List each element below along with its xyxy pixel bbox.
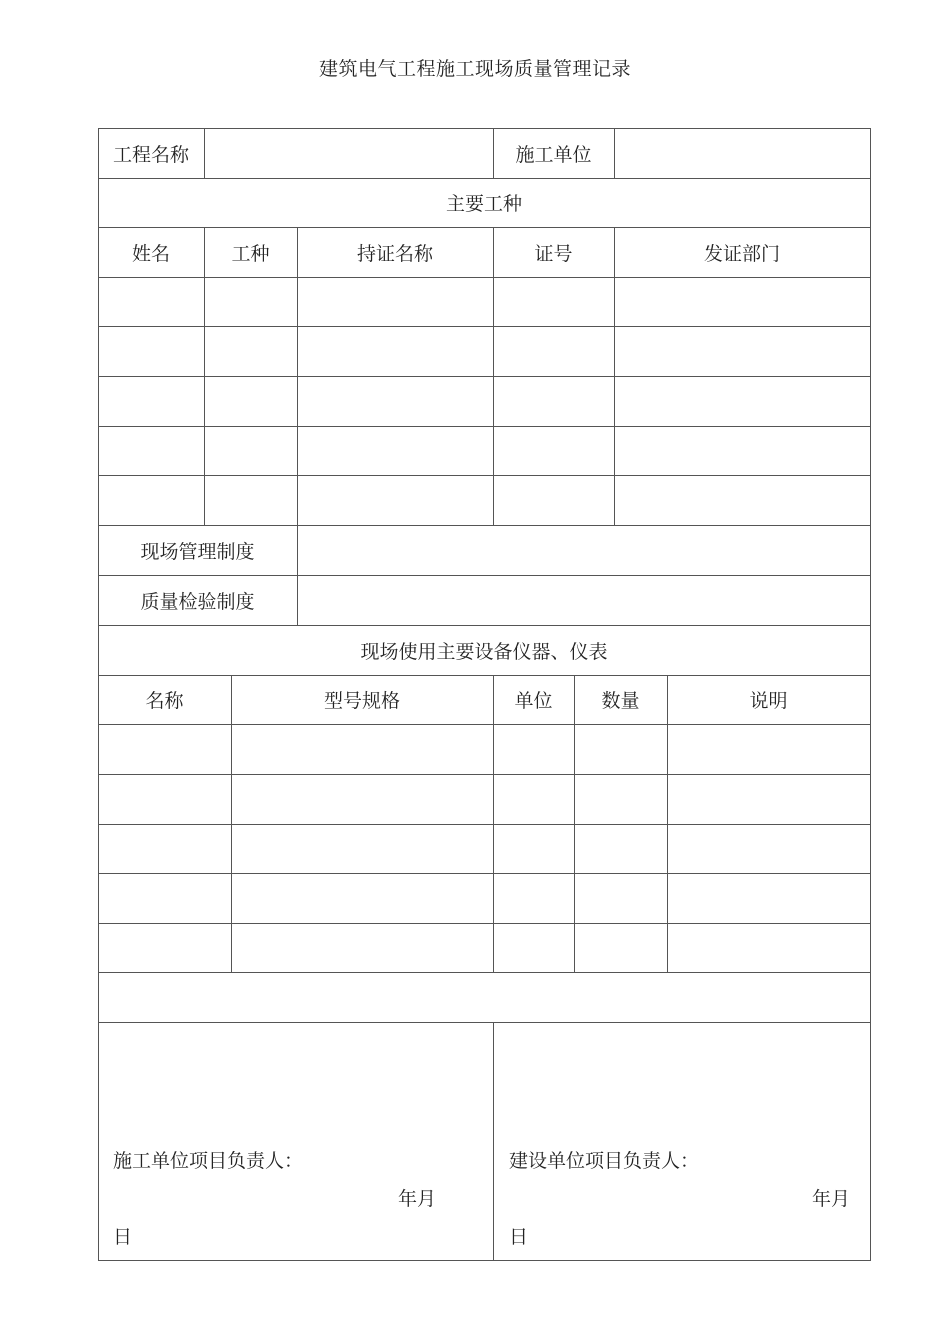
column-header-issuing-department: 发证部门 [703,242,780,265]
column-header-model-spec: 型号规格 [323,690,400,712]
equipment-cell[interactable] [231,873,493,923]
worker-cell[interactable] [204,475,297,525]
equipment-cell[interactable] [493,923,574,972]
worker-cell[interactable] [204,376,297,426]
site-management-field[interactable] [297,525,870,575]
worker-cell[interactable] [614,475,870,525]
equipment-cell[interactable] [493,873,574,923]
construction-date-day: 日 [113,1226,133,1248]
page-title: 建筑电气工程施工现场质量管理记录 [318,58,631,80]
table-border-right [870,128,871,1261]
worker-cell[interactable] [204,426,297,475]
worker-cell[interactable] [493,277,614,326]
quality-inspection-label: 质量检验制度 [140,590,255,613]
worker-cell[interactable] [493,326,614,376]
column-header-unit: 单位 [514,690,553,712]
equipment-cell[interactable] [98,724,231,774]
equipment-cell[interactable] [667,724,870,774]
worker-cell[interactable] [98,475,204,525]
equipment-cell[interactable] [667,873,870,923]
worker-cell[interactable] [297,326,493,376]
table-border-bottom [98,1260,871,1261]
site-management-label: 现场管理制度 [140,540,255,563]
worker-cell[interactable] [98,326,204,376]
equipment-cell[interactable] [574,873,667,923]
table-rule [98,1022,871,1023]
equipment-cell[interactable] [231,724,493,774]
equipment-cell[interactable] [574,824,667,873]
equipment-cell[interactable] [574,774,667,824]
project-name-label: 工程名称 [112,143,189,166]
column-header-name: 姓名 [131,242,170,265]
worker-cell[interactable] [297,475,493,525]
column-header-certificate-number: 证号 [534,242,573,265]
worker-cell[interactable] [98,376,204,426]
workers-section-title: 主要工种 [445,193,522,215]
equipment-cell[interactable] [231,923,493,972]
equipment-cell[interactable] [574,923,667,972]
owner-date-day: 日 [509,1226,529,1248]
equipment-cell[interactable] [493,724,574,774]
equipment-cell[interactable] [231,824,493,873]
construction-unit-field[interactable] [614,128,870,178]
equipment-cell[interactable] [667,923,870,972]
table-rule [493,1022,494,1260]
worker-cell[interactable] [493,475,614,525]
equipment-cell[interactable] [98,923,231,972]
worker-cell[interactable] [297,277,493,326]
owner-manager-label: 建设单位项目负责人： [509,1150,700,1172]
worker-cell[interactable] [204,277,297,326]
worker-cell[interactable] [614,376,870,426]
equipment-cell[interactable] [98,824,231,873]
column-header-quantity: 数量 [601,690,640,712]
worker-cell[interactable] [204,326,297,376]
equipment-cell[interactable] [98,873,231,923]
column-header-certificate-name: 持证名称 [356,242,433,265]
worker-cell[interactable] [98,277,204,326]
worker-cell[interactable] [614,326,870,376]
equipment-section-title: 现场使用主要设备仪器、仪表 [360,640,608,663]
column-header-equipment-name: 名称 [145,690,184,712]
remarks-field[interactable] [98,972,870,1022]
equipment-cell[interactable] [231,774,493,824]
worker-cell[interactable] [493,426,614,475]
equipment-cell[interactable] [493,824,574,873]
worker-cell[interactable] [614,426,870,475]
worker-cell[interactable] [297,426,493,475]
equipment-cell[interactable] [667,774,870,824]
worker-cell[interactable] [98,426,204,475]
worker-cell[interactable] [297,376,493,426]
column-header-trade: 工种 [231,242,270,265]
owner-date-year-month: 年月 [812,1188,851,1210]
column-header-description: 说明 [749,690,788,712]
construction-date-year-month: 年月 [398,1188,437,1210]
construction-unit-label: 施工单位 [515,143,592,166]
worker-cell[interactable] [493,376,614,426]
equipment-cell[interactable] [493,774,574,824]
project-name-field[interactable] [204,128,493,178]
quality-inspection-field[interactable] [297,575,870,625]
worker-cell[interactable] [614,277,870,326]
equipment-cell[interactable] [98,774,231,824]
equipment-cell[interactable] [667,824,870,873]
construction-manager-label: 施工单位项目负责人： [113,1150,304,1172]
equipment-cell[interactable] [574,724,667,774]
